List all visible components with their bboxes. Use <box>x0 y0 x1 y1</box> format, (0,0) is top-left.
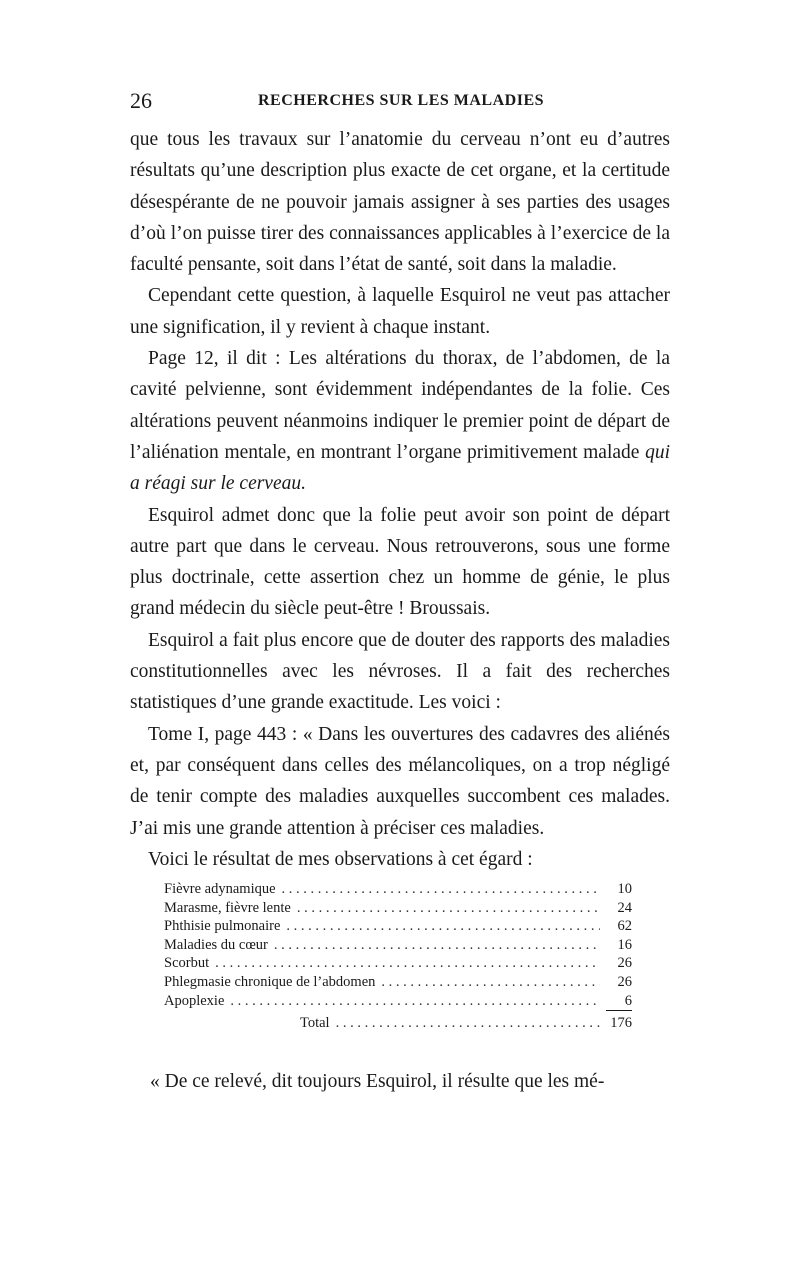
page-header <box>130 88 670 118</box>
tally-value: 26 <box>617 973 632 990</box>
tally-row <box>164 954 632 973</box>
tally-value: 62 <box>617 918 632 935</box>
tally-value: 26 <box>617 955 632 972</box>
tally-row <box>164 880 632 899</box>
leader-dots <box>381 973 600 992</box>
closing-line: « De ce relevé, dit toujours Esquirol, il résulte que les mé- <box>150 1071 605 1092</box>
leader-dots <box>336 1014 600 1033</box>
tally-row <box>164 992 632 1012</box>
paragraph-6: Tome I, page 443 : « Dans les ouvertures des cadavres des aliénés et, par conséquent dans celles des mélancoliques, on a trop négligé de tenir compte des maladies auxquelles succombent ces malades. J’ai mis une grande attention à préciser ces maladies. <box>130 723 670 839</box>
tally-row <box>164 973 632 992</box>
tally-total-row <box>164 1014 632 1033</box>
tally-label: Fièvre adynamique <box>164 881 276 897</box>
tally-total-value: 176 <box>610 1015 632 1032</box>
tally-row <box>164 936 632 955</box>
leader-dots <box>215 954 600 973</box>
paragraph-3-italic: qui a réagi sur le cerveau. <box>130 441 670 495</box>
body-text <box>130 124 670 875</box>
paragraph-3 <box>130 343 670 499</box>
leader-dots <box>297 899 600 918</box>
leader-dots <box>230 992 600 1011</box>
tally-label: Phthisie pulmonaire <box>164 918 281 935</box>
tally-value: 6 <box>606 992 632 1012</box>
tally-total-label: Total <box>300 1015 330 1032</box>
leader-dots <box>282 880 600 899</box>
leader-dots <box>286 917 600 936</box>
paragraph-1: que tous les travaux sur l’anatomie du cerveau n’ont eu d’autres résultats qu’une description plus exacte de cet organe, et la certitude désespérante de ne pouvoir jamais assigner à ses parties des usages d’où l’on puisse tirer des connaissances applicables à l’exercice de la faculté pensante, soit dans l’état de santé, soit dans la maladie. <box>130 129 670 276</box>
page-number: 26 <box>130 88 152 113</box>
paragraph-2: Cependant cette question, à laquelle Esquirol ne veut pas attacher une signification, il y revient à chaque instant. <box>130 285 670 338</box>
running-title: RECHERCHES SUR LES MALADIES <box>258 92 545 109</box>
tally-label: Maladies du cœur <box>164 936 268 953</box>
leader-dots <box>274 936 600 955</box>
tally-value: 24 <box>617 899 632 916</box>
paragraph-7: Voici le résultat de mes observations à cet égard : <box>148 848 533 870</box>
tally-label: Scorbut <box>164 955 210 972</box>
tally-label: Phlegmasie chronique de l’abdomen <box>164 973 376 990</box>
tally-label: Marasme, fièvre lente <box>164 899 291 916</box>
tally-value: 10 <box>617 881 632 897</box>
tally-row <box>164 899 632 918</box>
paragraph-5: Esquirol a fait plus encore que de douter des rapports des maladies constitutionnelles avec les névroses. Il a fait des recherches statistiques d’une grande exactitude. Les voici : <box>130 629 670 714</box>
disease-tally-table <box>164 880 632 1033</box>
tally-label: Apoplexie <box>164 992 225 1009</box>
tally-row <box>164 917 632 936</box>
paragraph-3-text: Page 12, il dit : Les altérations du thorax, de l’abdomen, de la cavité pelvienne, sont évidemment indépendantes de la folie. Ces altérations peuvent néanmoins indiquer le premier point de départ de l’aliénation mentale, en montrant l’organe primitivement malade <box>130 348 670 463</box>
paragraph-4: Esquirol admet donc que la folie peut avoir son point de départ autre part que dans le cerveau. Nous retrouverons, sous une forme plus doctrinale, cette assertion chez un homme de génie, le plus grand médecin du siècle peut-être ! Broussais. <box>130 504 670 620</box>
tally-value: 16 <box>617 936 632 953</box>
